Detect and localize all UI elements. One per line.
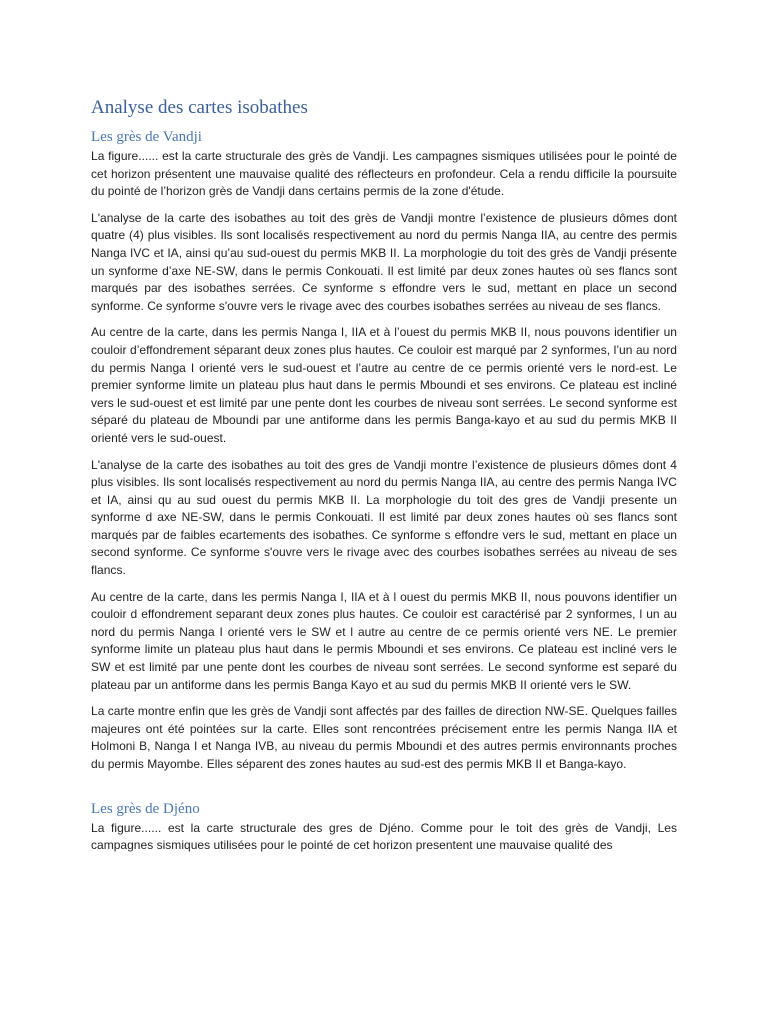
paragraph: La figure...... est la carte structurale des grès de Vandji. Les campagnes sismiques utilisées pour le pointé de cet horizon présentent une mauvaise qualité des réflecteurs en profondeur. Cela a rendu difficile la poursuite du pointé de l’horizon grès de Vandji dans certains permis de la zone d'étude. [91, 149, 677, 199]
paragraph: L'analyse de la carte des isobathes au toit des gres de Vandji montre l’existence de plusieurs dômes dont 4 plus visibles. Ils sont localisés respectivement au nord du permis Nanga IIA, au centre des permis Nanga IVC et IA, ainsi qu au sud ouest du permis MKB II. La morphologie du toit des gres de Vandji presente un synforme d axe NE-SW, dans le permis Conkouati. Il est limité par deux zones hautes où ses flancs sont marqués par de faibles ecartements des isobathes. Ce synforme s effondre vers le sud, mettant en place un second synforme. Ce synforme s'ouvre vers le rivage avec des courbes isobathes serrées au niveau de ses flancs. [91, 457, 677, 578]
paragraph: L'analyse de la carte des isobathes au toit des grès de Vandji montre l’existence de plusieurs dômes dont quatre (4) plus visibles. Ils sont localisés respectivement au nord du permis Nanga IIA, au centre des permis Nanga IVC et IA, ainsi qu’au sud-ouest du permis MKB II. La morphologie du toit des grès de Vandji présente un synforme d’axe NE-SW, dans le permis Conkouati. Il est limité par deux zones hautes où ses flancs sont marqués par des isobathes serrées. Ce synforme s effondre vers le sud, mettant en place un second synforme. Ce synforme s'ouvre vers le rivage avec des courbes isobathes serrées au niveau de ses flancs. [91, 210, 677, 313]
section-heading-vandji: Les grès de Vandji [91, 129, 202, 145]
paragraph: Au centre de la carte, dans les permis Nanga I, IIA et à l’ouest du permis MKB II, nous pouvons identifier un couloir d’effondrement séparant deux zones plus hautes. Ce couloir est marqué par 2 synformes, l’un au nord du permis Nanga I orienté vers le sud-ouest et l’autre au centre de ce permis orienté vers le nord-est. Le premier synforme limite un plateau plus haut dans le permis Mboundi et ses environs. Ce plateau est incliné vers le sud-ouest et est limité par une pente dont les courbes de niveau sont serrées. Le second synforme est séparé du plateau de Mboundi par une antiforme dans les permis Banga-kayo et au sud du permis MKB II orienté vers le sud-ouest. [91, 325, 677, 445]
section-heading-djeno: Les grès de Djéno [91, 800, 200, 817]
paragraph: Au centre de la carte, dans les permis Nanga I, IIA et à l ouest du permis MKB II, nous pouvons identifier un couloir d effondrement separant deux zones plus hautes. Ce couloir est caractérisé par 2 synformes, l un au nord du permis Nanga I orienté vers le SW et l autre au centre de ce permis orienté vers NE. Le premier synforme limite un plateau plus haut dans le permis Mboundi et ses environs. Ce plateau est incliné vers le SW et est limité par une pente dont les courbes de niveau sont serrées. Le second synforme est separé du plateau par un antiforme dans les permis Banga Kayo et au sud du permis MKB II orienté vers le SW. [91, 589, 677, 692]
document-body [91, 96, 677, 864]
document-title: Analyse des cartes isobathes [91, 97, 308, 118]
paragraph: La carte montre enfin que les grès de Vandji sont affectés par des failles de direction NW-SE. Quelques failles majeures ont été pointées sur la carte. Elles sont rencontrées précisement entre les permis Nanga IIA et Holmoni B, Nanga I et Nanga IVB, au niveau du permis Mboundi et des autres permis environnants proches du permis Mayombe. Elles séparent des zones hautes au sud-est des permis MKB II et Banga-kayo. [91, 704, 677, 771]
paragraph: La figure...... est la carte structurale des gres de Djéno. Comme pour le toit des grès de Vandji, Les campagnes sismiques utilisées pour le pointé de cet horizon presentent une mauvaise qualité des [91, 820, 677, 853]
